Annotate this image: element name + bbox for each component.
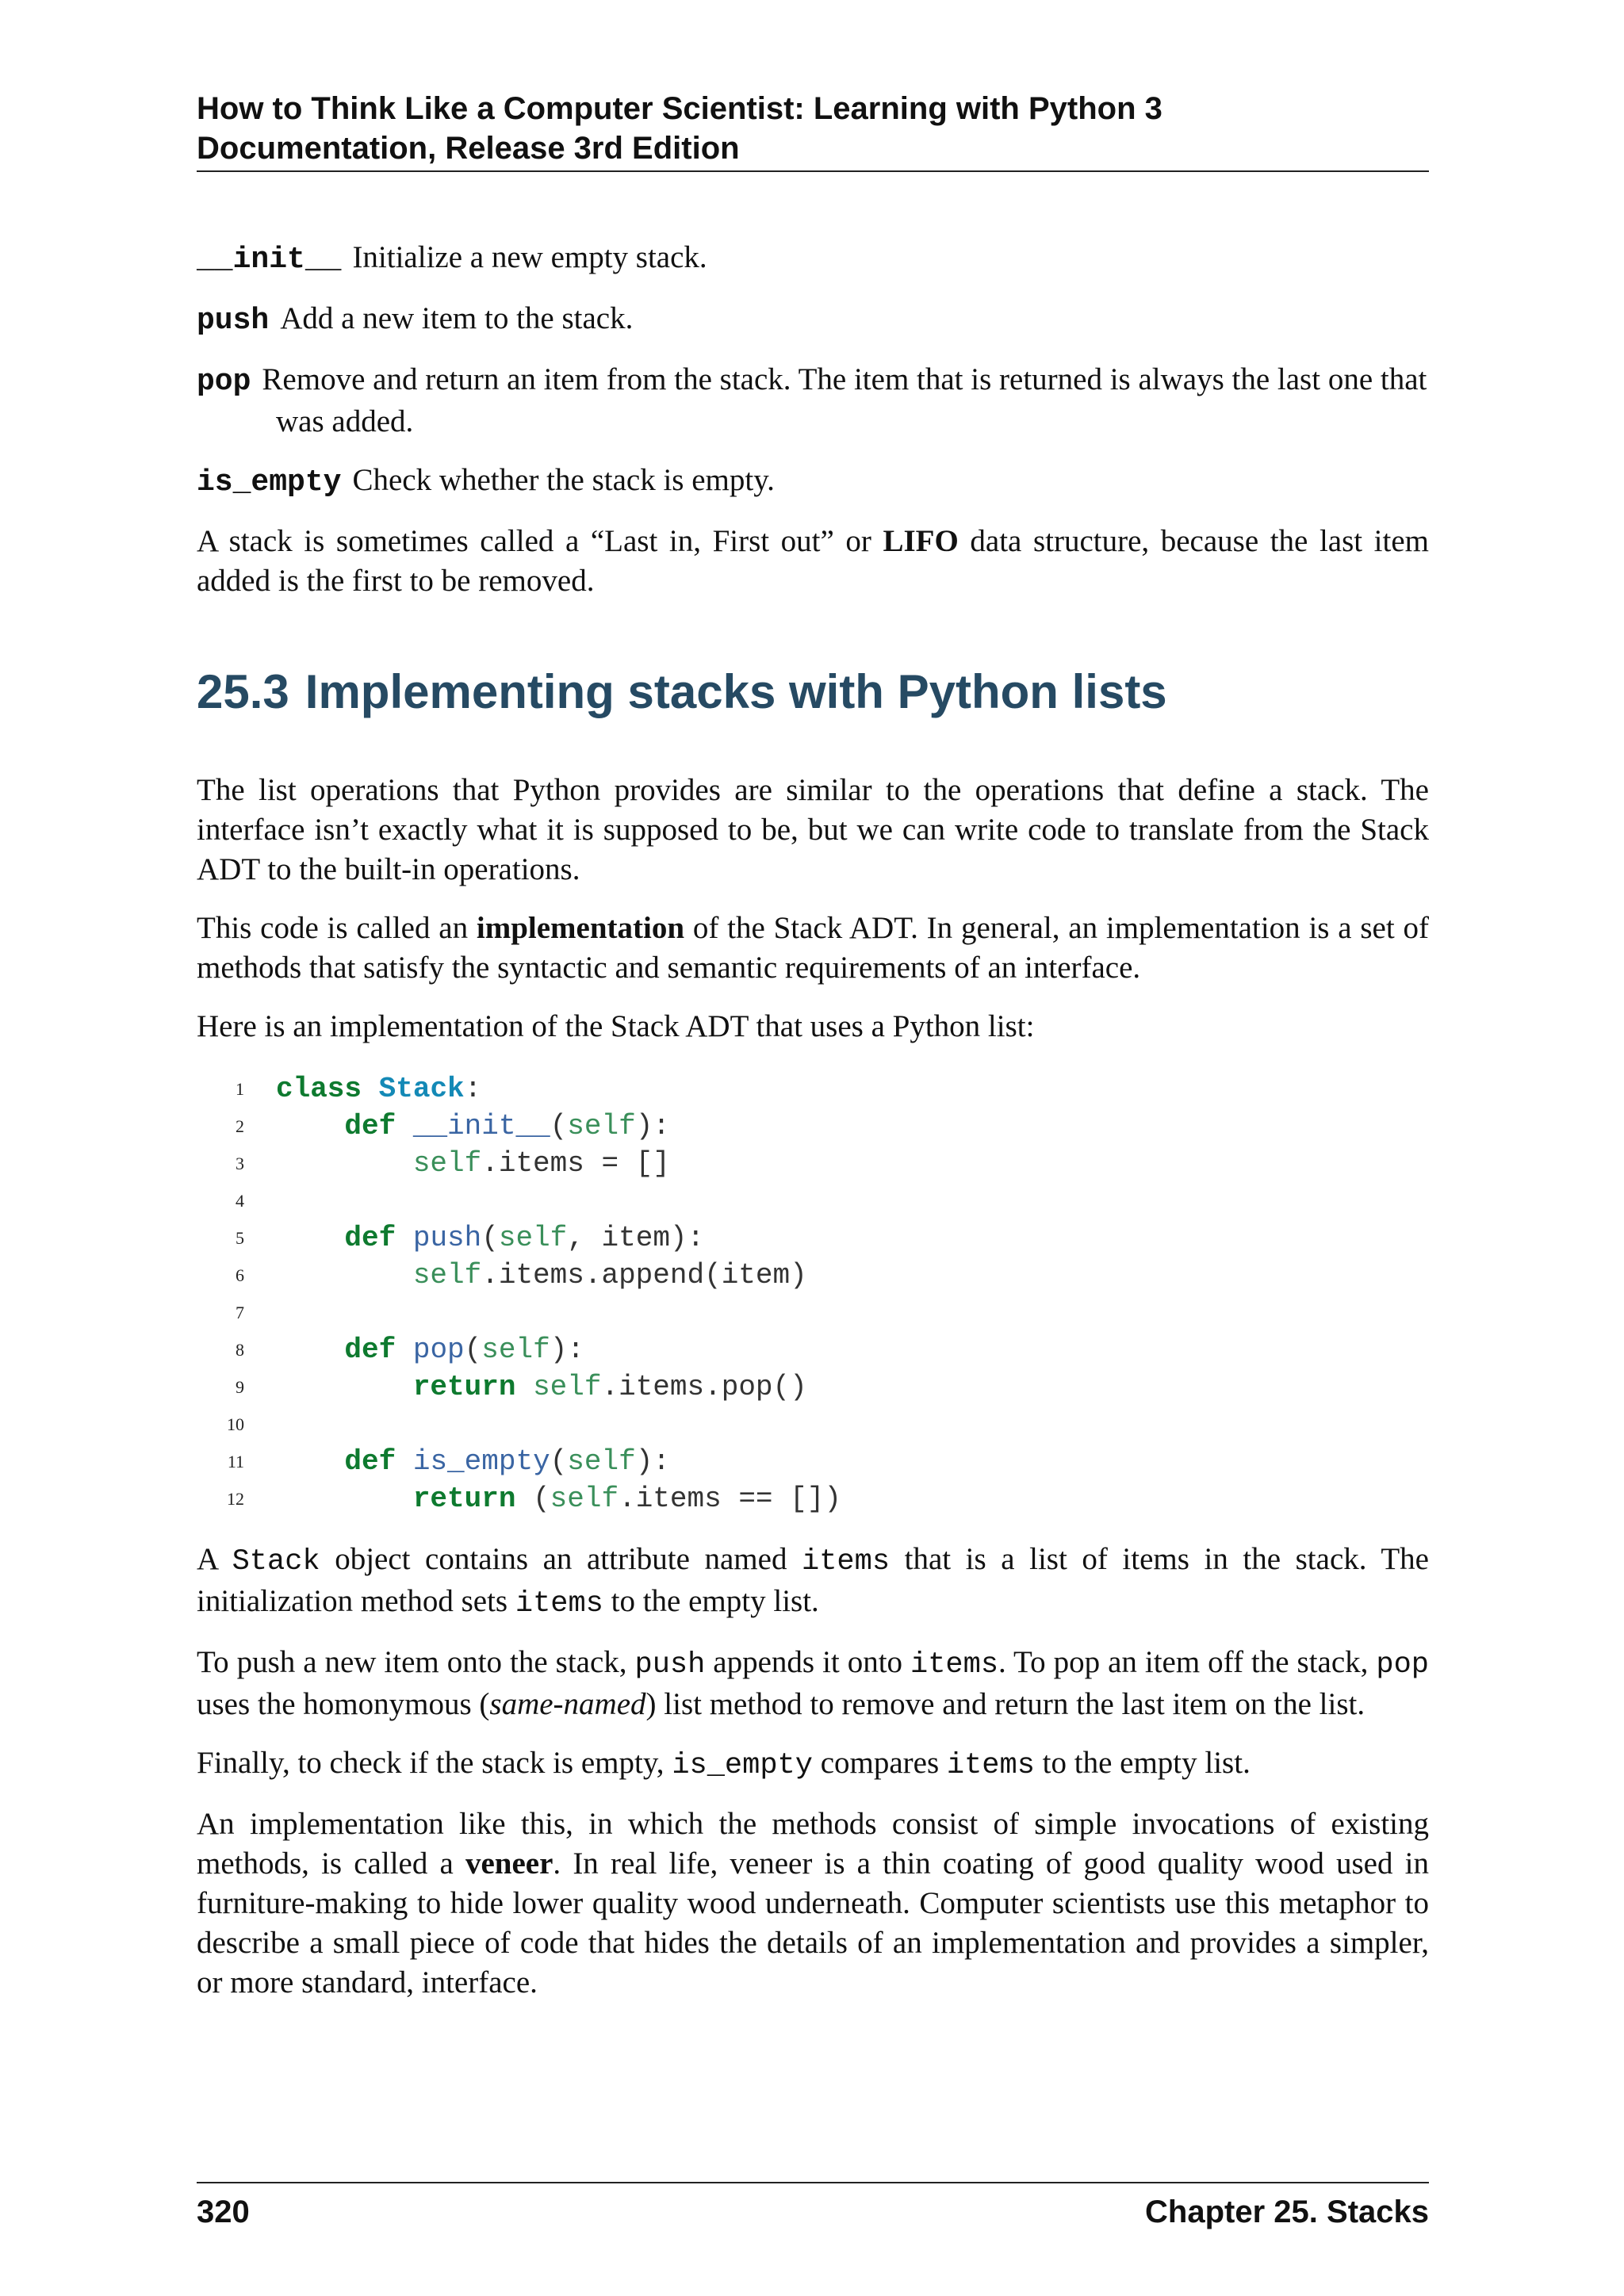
self-token: self: [567, 1445, 636, 1478]
page-number: 320: [197, 2195, 250, 2229]
operation-term: __init__: [197, 243, 342, 277]
punct: (: [533, 1483, 550, 1515]
paragraph-implementation: [197, 909, 1429, 988]
section-heading: [197, 664, 1429, 720]
text: that is a list of items in the stack. The initialization method sets: [197, 1542, 1429, 1618]
operation-desc: Add a new item to the stack.: [280, 301, 634, 335]
text: A stack is sometimes called a “Last in, First out” or: [197, 524, 883, 558]
text: . To pop an item off the stack,: [998, 1645, 1377, 1679]
operations-list: [197, 238, 1429, 503]
inline-code: items: [910, 1648, 999, 1682]
punct: (: [481, 1222, 499, 1254]
veneer-term: veneer: [465, 1846, 553, 1881]
line-number: 6: [236, 1265, 244, 1285]
function-name: push: [412, 1222, 482, 1254]
text: This code is called an: [197, 911, 477, 945]
paragraph-stack-object: [197, 1540, 1429, 1624]
operation-push: [197, 299, 1429, 341]
code-line: [197, 1368, 1429, 1406]
page-footer: [197, 2192, 1429, 2232]
operation-is-empty: [197, 461, 1429, 503]
keyword: class: [276, 1073, 362, 1105]
text: An implementation like this, in which the methods consist of simple invocations of existing methods, is called a: [197, 1807, 1429, 1881]
operation-desc: Remove and return an item from the stack. The item that is returned is always the last one that was added.: [262, 362, 1427, 438]
text: To push a new item onto the stack,: [197, 1645, 635, 1679]
line-number: 3: [236, 1154, 244, 1173]
punct: ):: [669, 1222, 705, 1254]
text: to the empty list.: [1034, 1746, 1251, 1780]
punct: (: [464, 1334, 482, 1366]
code-text: .items = []: [481, 1147, 670, 1180]
code-block: [197, 1070, 1429, 1517]
text: . In real life, veneer is a thin coating of good quality wood used in furniture-making to hide lower quality wood underneath. Computer scientists use this metaphor to describe a small piece of code that hides the details of an implementation and provides a simpler, or more standard, interface.: [197, 1846, 1429, 1999]
paragraph-is-empty: [197, 1743, 1429, 1785]
code-line: [197, 1257, 1429, 1294]
line-number: 8: [236, 1340, 244, 1360]
function-name: __init__: [412, 1110, 550, 1142]
inline-code: items: [515, 1587, 603, 1621]
code-line: [197, 1294, 1429, 1331]
running-head-line1: How to Think Like a Computer Scientist: Learning with Python 3: [197, 91, 1162, 126]
punct: ):: [635, 1445, 670, 1478]
main-content: [197, 238, 1429, 2022]
line-number: 10: [227, 1414, 244, 1434]
code-text: , item: [567, 1222, 670, 1254]
operation-term: push: [197, 304, 270, 338]
code-text: .items == []): [619, 1483, 841, 1515]
code-line: [197, 1406, 1429, 1443]
text: uses the homonymous (: [197, 1687, 490, 1721]
text: data structure, because the last item added is the first to be removed.: [197, 524, 1429, 598]
lifo-paragraph: [197, 522, 1429, 601]
self-token: self: [498, 1222, 568, 1254]
paragraph-intro-code: Here is an implementation of the Stack ADT that uses a Python list:: [197, 1009, 1035, 1043]
chapter-label: Chapter 25. Stacks: [1145, 2195, 1429, 2229]
lifo-term: LIFO: [883, 524, 959, 558]
keyword: def: [344, 1445, 396, 1478]
line-number: 9: [236, 1377, 244, 1397]
code-line: [197, 1219, 1429, 1257]
self-token: self: [550, 1483, 619, 1515]
self-token: self: [412, 1259, 482, 1292]
code-line: [197, 1331, 1429, 1368]
punct: (: [550, 1445, 568, 1478]
line-number: 7: [236, 1303, 244, 1322]
inline-code: is_empty: [672, 1749, 813, 1782]
inline-code: pop: [1376, 1648, 1429, 1682]
code-line: [197, 1070, 1429, 1108]
paragraph-push-pop: [197, 1643, 1429, 1724]
code-line: [197, 1145, 1429, 1182]
line-number: 5: [236, 1228, 244, 1248]
self-token: self: [481, 1334, 550, 1366]
function-name: pop: [412, 1334, 465, 1366]
header-rule: [197, 170, 1429, 172]
inline-code: items: [802, 1545, 891, 1578]
footer-rule: [197, 2182, 1429, 2183]
italic-term: same-named: [489, 1687, 646, 1721]
paragraph-list-operations: The list operations that Python provides are similar to the operations that define a stack. The interface isn’t exactly what it is supposed to be, but we can write code to translate from the Stack ADT to the built-in operations.: [197, 773, 1429, 886]
text: to the empty list.: [603, 1584, 819, 1618]
text: Finally, to check if the stack is empty,: [197, 1746, 672, 1780]
self-token: self: [412, 1147, 482, 1180]
keyword: def: [344, 1110, 396, 1142]
section-title: Implementing stacks with Python lists: [304, 665, 1167, 718]
self-token: self: [567, 1110, 636, 1142]
operation-term: pop: [197, 365, 251, 399]
running-head-line2: Documentation, Release 3rd Edition: [197, 131, 740, 166]
section-number: 25.3: [197, 665, 289, 718]
code-line: [197, 1443, 1429, 1480]
inline-code: push: [634, 1648, 706, 1682]
line-number: 2: [236, 1116, 244, 1136]
inline-code: items: [946, 1749, 1035, 1782]
operation-term: is_empty: [197, 465, 342, 499]
paragraph-veneer: [197, 1804, 1429, 2003]
keyword: def: [344, 1334, 396, 1366]
text: ) list method to remove and return the last item on the list.: [645, 1687, 1365, 1721]
code-text: .items.append(item): [481, 1259, 807, 1292]
punct: :: [464, 1073, 482, 1105]
operation-pop: [197, 360, 1429, 442]
self-token: self: [533, 1371, 602, 1403]
code-line: [197, 1108, 1429, 1145]
text: appends it onto: [705, 1645, 911, 1679]
code-text: .items.pop(): [601, 1371, 807, 1403]
line-number: 11: [227, 1452, 244, 1471]
code-line: [197, 1480, 1429, 1517]
operation-init: [197, 238, 1429, 280]
keyword: return: [412, 1371, 516, 1403]
punct: ):: [635, 1110, 670, 1142]
implementation-term: implementation: [476, 911, 685, 945]
class-name: Stack: [378, 1073, 465, 1105]
line-number: 12: [227, 1489, 244, 1509]
line-number: 4: [236, 1191, 244, 1211]
text: of the Stack ADT. In general, an implementation is a set of methods that satisfy the syntactic and semantic requirements of an interface.: [197, 911, 1429, 985]
code-line: [197, 1182, 1429, 1219]
operation-desc: Check whether the stack is empty.: [352, 463, 775, 497]
inline-code: Stack: [232, 1545, 320, 1578]
running-head: [197, 89, 1429, 168]
text: compares: [812, 1746, 947, 1780]
keyword: return: [412, 1483, 516, 1515]
punct: ):: [550, 1334, 584, 1366]
function-name: is_empty: [412, 1445, 550, 1478]
text: object contains an attribute named: [320, 1542, 802, 1576]
text: A: [197, 1542, 232, 1576]
punct: (: [550, 1110, 568, 1142]
keyword: def: [344, 1222, 396, 1254]
line-number: 1: [236, 1079, 244, 1099]
operation-desc: Initialize a new empty stack.: [352, 240, 707, 274]
